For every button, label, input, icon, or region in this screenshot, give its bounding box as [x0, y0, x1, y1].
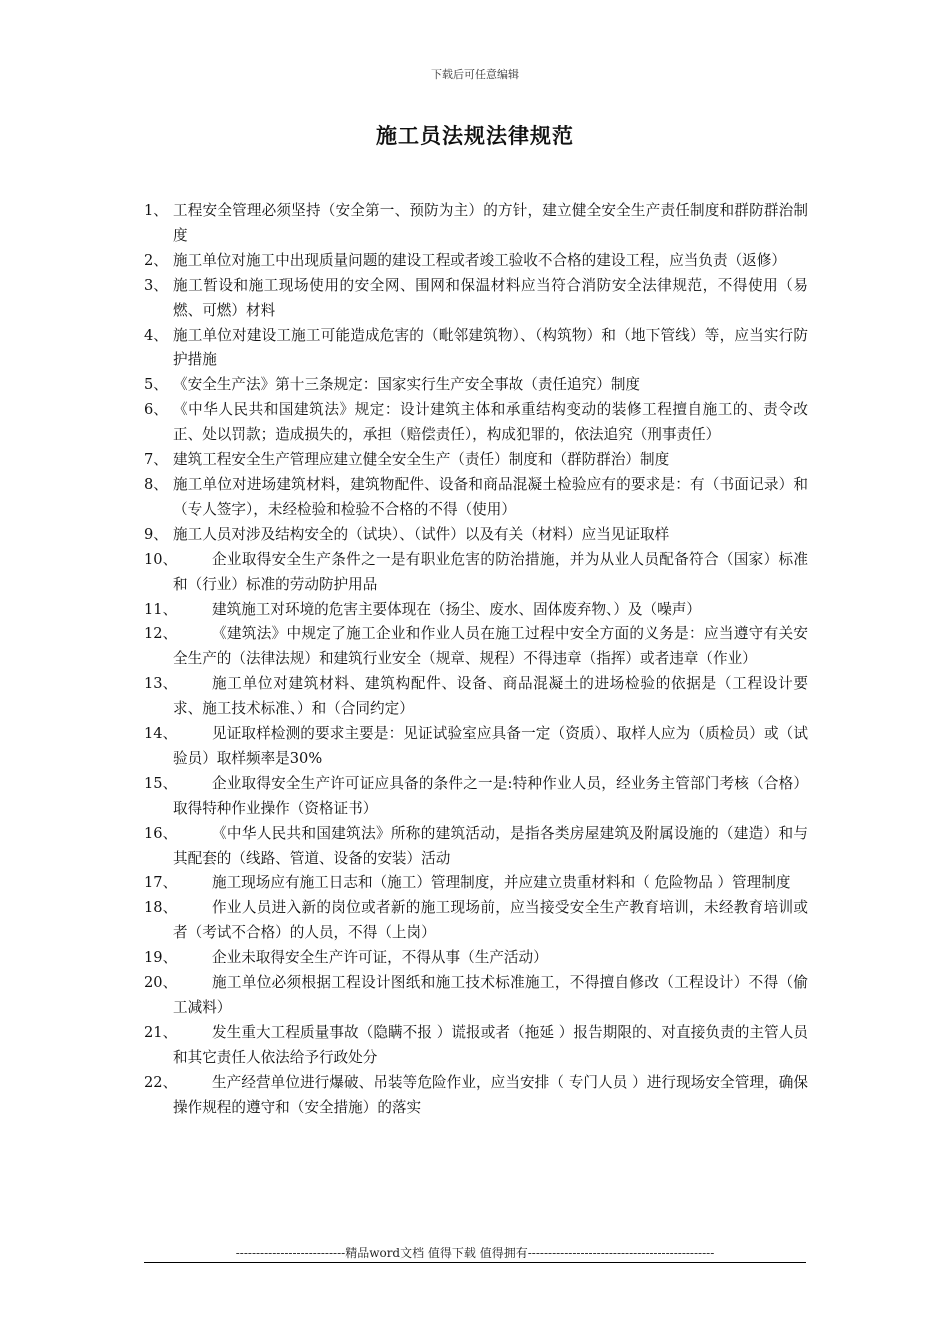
- list-item: [144, 523, 808, 548]
- list-item-number: 2、: [144, 251, 168, 269]
- list-item-text: 建筑工程安全生产管理应建立健全安全生产（责任）制度和（群防群治）制度: [173, 451, 670, 469]
- list-item-number: 17、: [144, 874, 178, 892]
- list-item: [144, 772, 808, 822]
- list-item-number: 15、: [144, 774, 178, 792]
- list-item-text: 施工现场应有施工日志和（施工）管理制度，并应建立贵重材料和（ 危险物品 ）管理制度: [212, 874, 791, 892]
- header-note: 下载后可任意编辑: [431, 68, 519, 81]
- list-item: [144, 1021, 808, 1071]
- list-item: [144, 274, 808, 324]
- list-item-text: 施工单位对建设工施工可能造成危害的（毗邻建筑物）、（构筑物）和（地下管线）等，应当实行防护措施: [173, 326, 808, 369]
- list-item: [144, 1071, 808, 1121]
- list-item-text: 施工单位对施工中出现质量问题的建设工程或者竣工验收不合格的建设工程，应当负责（返修）: [173, 251, 786, 269]
- list-item-number: 20、: [144, 974, 178, 992]
- list-item: [144, 896, 808, 946]
- list-item-number: 11、: [144, 600, 178, 618]
- list-item-text: 《建筑法》中规定了施工企业和作业人员在施工过程中安全方面的义务是：应当遵守有关安全生产的（法律法规）和建筑行业安全（规章、规程）不得违章（指挥）或者违章（作业）: [173, 625, 808, 668]
- list-item-number: 10、: [144, 550, 178, 568]
- list-item-text: 《中华人民共和国建筑法》所称的建筑活动，是指各类房屋建筑及附属设施的（建造）和与其配套的（线路、管道、设备的安装）活动: [173, 824, 808, 867]
- list-item-number: 6、: [144, 401, 168, 419]
- list-item-number: 21、: [144, 1023, 178, 1041]
- page-title: 施工员法规法律规范: [376, 123, 574, 148]
- list-item: [144, 971, 808, 1021]
- list-item-number: 16、: [144, 824, 178, 842]
- list-item: [144, 672, 808, 722]
- list-item-text: 施工单位对进场建筑材料，建筑物配件、设备和商品混凝土检验应有的要求是：有（书面记录）和（专人签字），未经检验和检验不合格的不得（使用）: [173, 475, 808, 518]
- list-item: [144, 548, 808, 598]
- list-item: [144, 373, 808, 398]
- list-item-number: 18、: [144, 899, 178, 917]
- list-item: [144, 598, 808, 623]
- list-item-text: 建筑施工对环境的危害主要体现在（扬尘、废水、固体废弃物、）及（噪声）: [212, 600, 701, 618]
- list-item: [144, 249, 808, 274]
- list-item-text: 《安全生产法》第十三条规定：国家实行生产安全事故（责任追究）制度: [173, 376, 641, 394]
- list-item: [144, 871, 808, 896]
- list-item-number: 4、: [144, 326, 168, 344]
- list-item-number: 8、: [144, 475, 168, 493]
- list-item-number: 5、: [144, 376, 168, 394]
- list-item-number: 13、: [144, 675, 178, 693]
- list-item-text: 发生重大工程质量事故（隐瞒不报 ）谎报或者（拖延 ）报告期限的、对直接负责的主管人员和其它责任人依法给予行政处分: [173, 1023, 808, 1066]
- list-item: [144, 822, 808, 872]
- footer-note: ---------------------------精品word文档 值得下载 值得拥有----------------------------------------------: [235, 1246, 715, 1260]
- list-item-text: 见证取样检测的要求主要是：见证试验室应具备一定（资质）、取样人应为（质检员）或（试验员）取样频率是30%: [173, 725, 808, 767]
- list-item-text: 生产经营单位进行爆破、吊装等危险作业，应当安排（ 专门人员 ）进行现场安全管理，确保操作规程的遵守和（安全措施）的落实: [173, 1073, 808, 1116]
- list-item: [144, 622, 808, 672]
- list-item-text: 企业取得安全生产许可证应具备的条件之一是:特种作业人员，经业务主管部门考核（合格）取得特种作业操作（资格证书）: [173, 774, 808, 817]
- list-item: [144, 324, 808, 374]
- list-item-text: 施工单位对建筑材料、建筑构配件、设备、商品混凝土的进场检验的依据是（工程设计要求、施工技术标准、）和（合同约定）: [173, 675, 808, 718]
- list-item-text: 《中华人民共和国建筑法》规定：设计建筑主体和承重结构变动的装修工程擅自施工的、责令改正、处以罚款；造成损失的，承担（赔偿责任），构成犯罪的，依法追究（刑事责任）: [173, 401, 808, 444]
- list-item-text: 施工人员对涉及结构安全的（试块）、（试件）以及有关（材料）应当见证取样: [173, 525, 670, 543]
- list-item-text: 工程安全管理必须坚持（安全第一、预防为主）的方针，建立健全安全生产责任制度和群防群治制度: [173, 202, 808, 244]
- list-item-text: 企业取得安全生产条件之一是有职业危害的防治措施，并为从业人员配备符合（国家）标准和（行业）标准的劳动防护用品: [173, 550, 808, 593]
- numbered-list: [144, 199, 808, 1121]
- list-item: [144, 946, 808, 971]
- list-item-number: 9、: [144, 525, 168, 543]
- list-item-number: 7、: [144, 451, 168, 469]
- list-item-text: 施工单位必须根据工程设计图纸和施工技术标准施工，不得擅自修改（工程设计）不得（偷工减料）: [173, 974, 808, 1016]
- list-item-number: 22、: [144, 1073, 178, 1091]
- list-item: [144, 199, 808, 249]
- footer-divider: [144, 1262, 806, 1263]
- list-item: [144, 722, 808, 772]
- list-item-number: 14、: [144, 725, 178, 743]
- list-item-number: 1、: [144, 202, 168, 219]
- list-item-text: 作业人员进入新的岗位或者新的施工现场前，应当接受安全生产教育培训，未经教育培训或者（考试不合格）的人员，不得（上岗）: [173, 899, 808, 942]
- list-item-text: 企业未取得安全生产许可证，不得从事（生产活动）: [212, 949, 548, 967]
- list-item-number: 12、: [144, 625, 178, 643]
- list-item: [144, 448, 808, 473]
- list-item-number: 19、: [144, 949, 178, 967]
- list-item: [144, 398, 808, 448]
- list-item-number: 3、: [144, 276, 168, 294]
- list-item: [144, 473, 808, 523]
- list-item-text: 施工暂设和施工现场使用的安全网、围网和保温材料应当符合消防安全法律规范，不得使用（易燃、可燃）材料: [173, 276, 808, 319]
